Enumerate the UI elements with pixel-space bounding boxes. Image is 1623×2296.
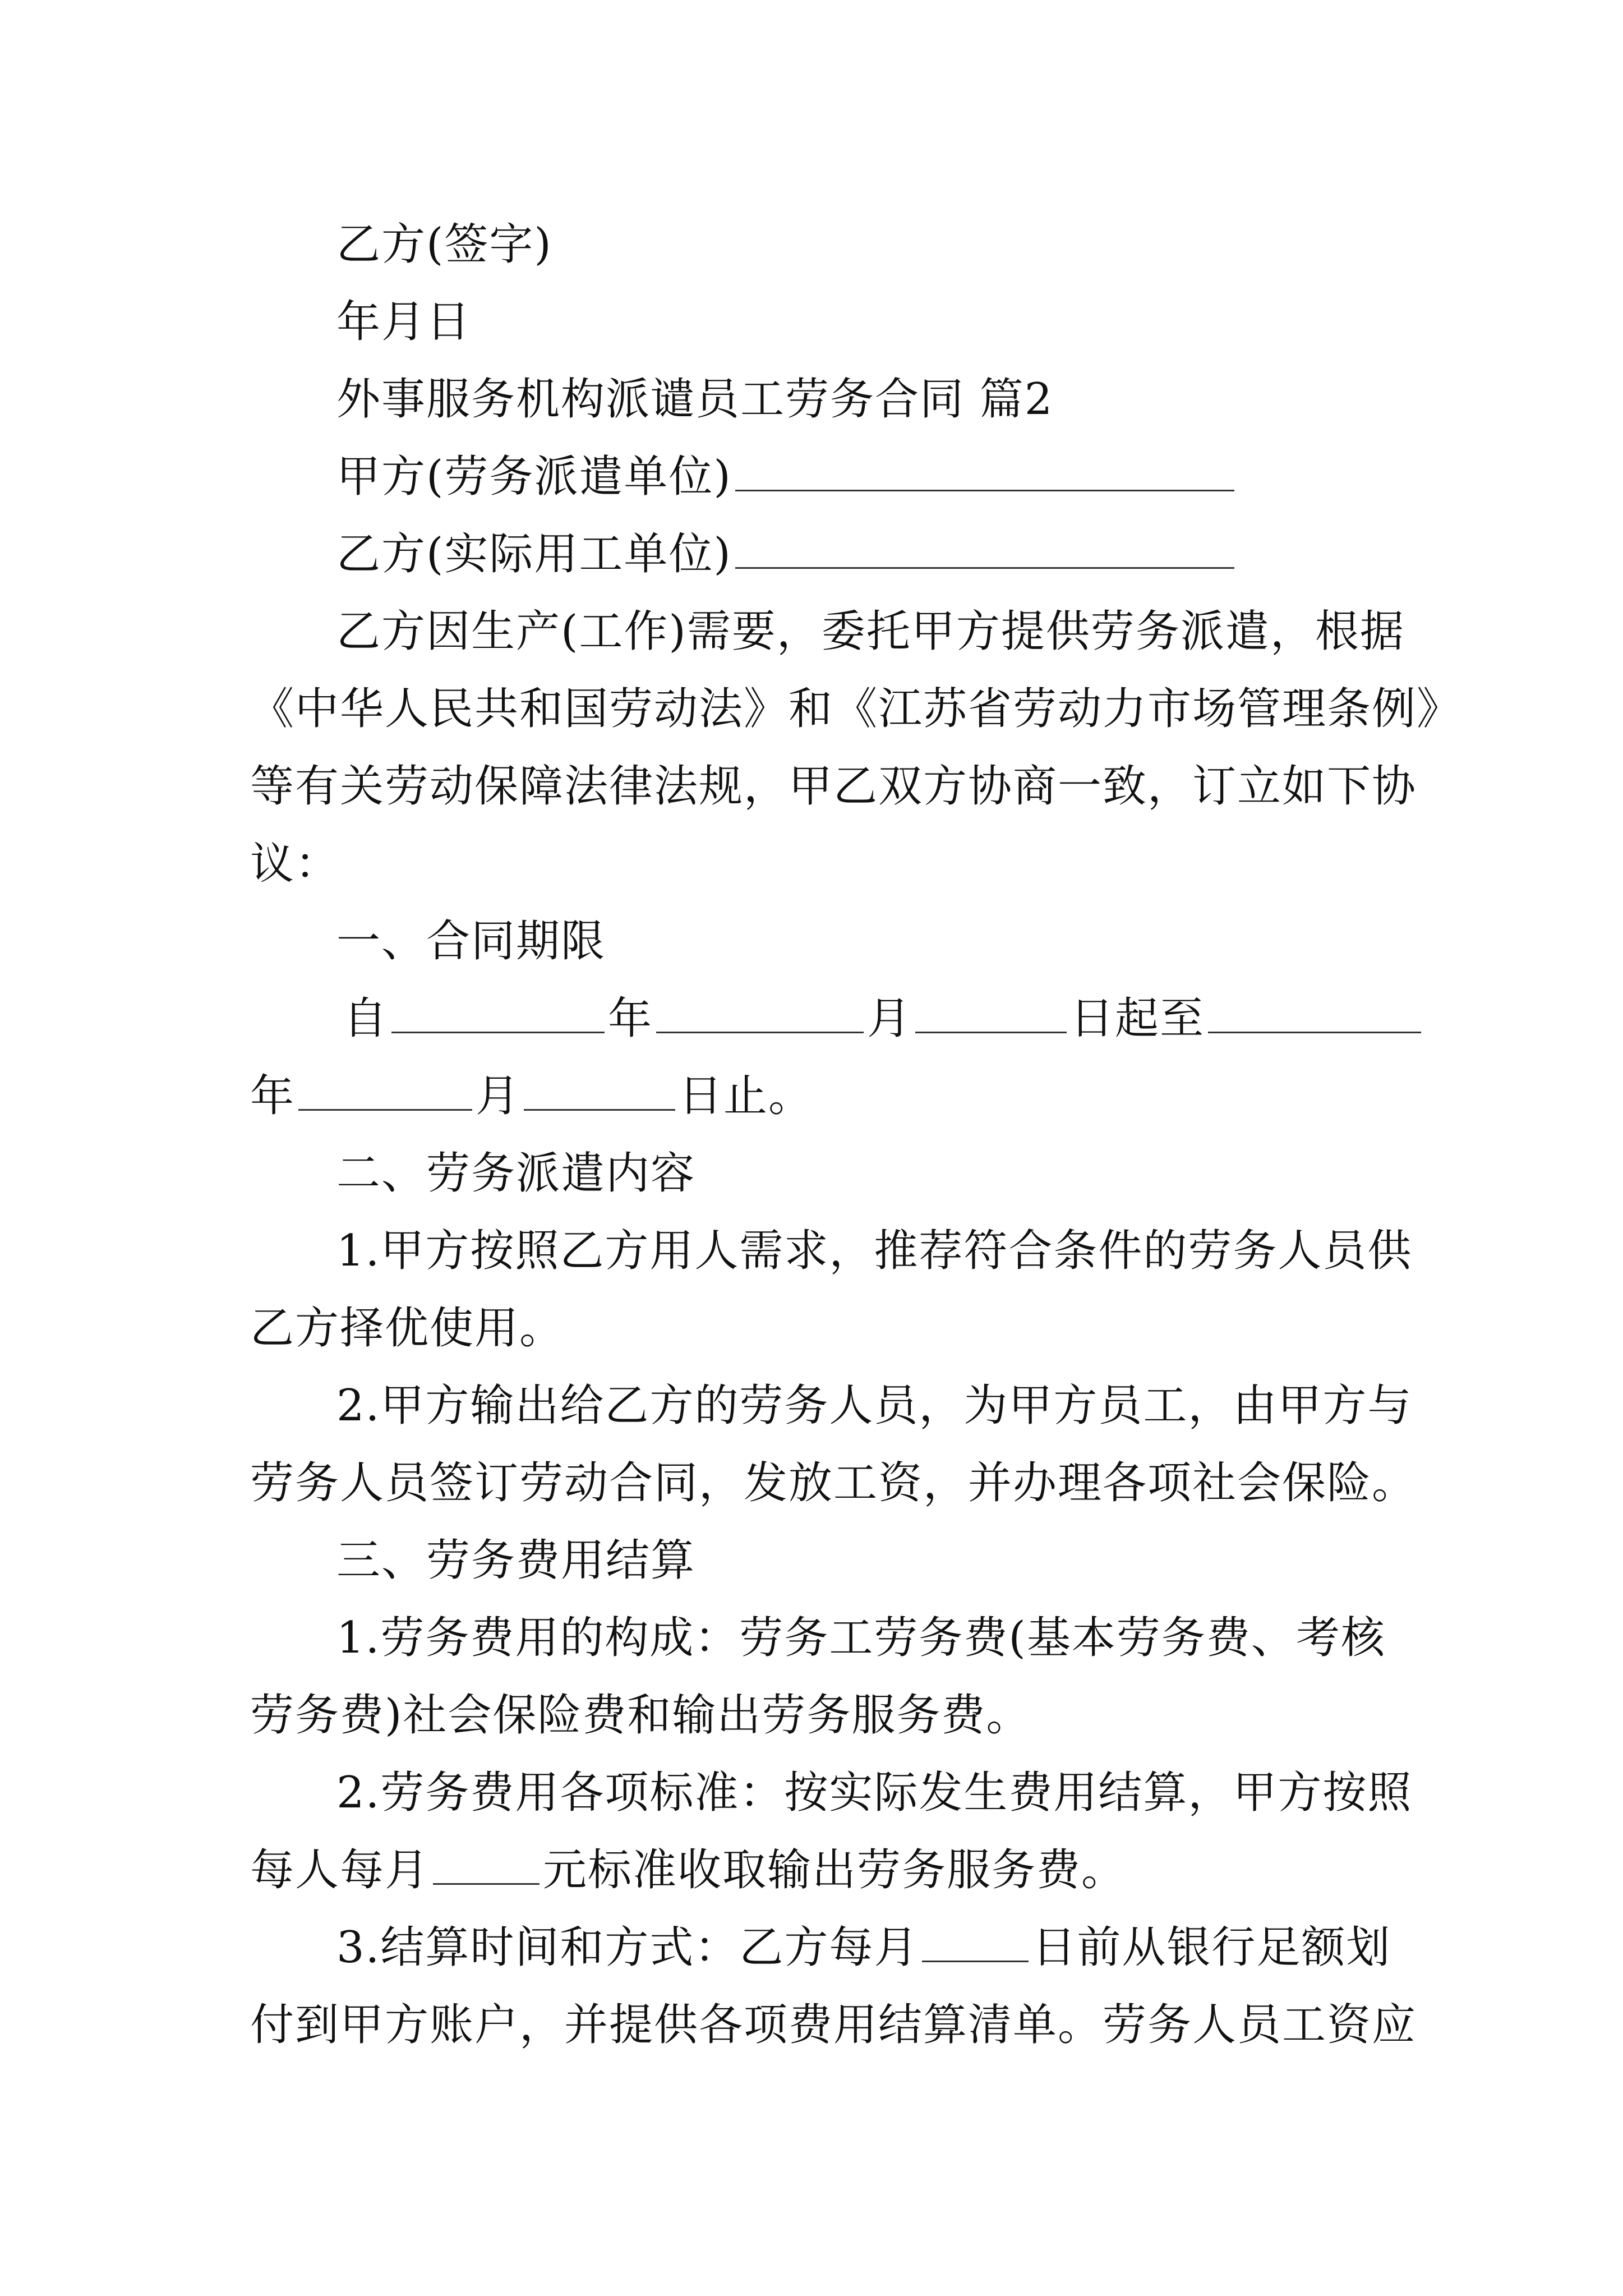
section-3-heading: 三、劳务费用结算: [336, 1535, 696, 1586]
preamble-line-3: 等有关劳动保障法律法规，甲乙双方协商一致，订立如下协: [250, 761, 1417, 812]
term-from-label: 自: [343, 993, 389, 1044]
party-a-blank[interactable]: [735, 450, 1234, 491]
item-3-1-line-2: 劳务费)社会保险费和输出劳务服务费。: [250, 1690, 1031, 1741]
item-3-2-line-1: 2.劳务费用各项标准：按实际发生费用结算，甲方按照: [336, 1768, 1413, 1818]
term-line-1: [343, 979, 1424, 1058]
item-3-3-line-2: 付到甲方账户，并提供各项费用结算清单。劳务人员工资应: [250, 2000, 1417, 2050]
end-month-blank[interactable]: [298, 1070, 472, 1111]
party-b-blank[interactable]: [735, 528, 1234, 569]
date-line: 年月日: [336, 297, 472, 347]
item-2-1-line-1: 1.甲方按照乙方用人需求，推荐符合条件的劳务人员供: [336, 1226, 1413, 1276]
party-b-label: 乙方(实际用工单位): [336, 529, 732, 579]
start-day-blank[interactable]: [915, 992, 1067, 1033]
item-2-2-line-1: 2.甲方输出给乙方的劳务人员，为甲方员工，由甲方与: [336, 1381, 1413, 1431]
term-line-2: [250, 1057, 813, 1135]
start-year-blank[interactable]: [391, 992, 605, 1033]
term-day-to-label: 日起至: [1070, 993, 1205, 1044]
term-end-day-label: 日止。: [679, 1071, 814, 1121]
fee-standard-label: 元标准收取输出劳务服务费。: [543, 1845, 1127, 1895]
party-b-line: [336, 515, 1238, 593]
party-a-label: 甲方(劳务派遣单位): [336, 452, 732, 502]
section-1-heading: 一、合同期限: [336, 916, 606, 967]
signature-line-party-b: 乙方(签字): [336, 219, 552, 270]
term-year-label: 年: [608, 993, 653, 1044]
term-month-label: 月: [867, 993, 912, 1044]
preamble-line-2: 《中华人民共和国劳动法》和《江苏省劳动力市场管理条例》: [250, 684, 1462, 734]
service-fee-blank[interactable]: [433, 1844, 540, 1885]
fee-per-person-label: 每人每月: [250, 1845, 430, 1895]
term-end-year-label: 年: [250, 1071, 296, 1121]
settlement-time-label: 3.结算时间和方式：乙方每月: [336, 1922, 919, 1973]
settlement-day-blank[interactable]: [922, 1921, 1029, 1962]
settlement-bank-label: 日前从银行足额划: [1032, 1922, 1391, 1973]
item-3-2-line-2: [250, 1831, 1126, 1910]
party-a-line: [336, 438, 1238, 516]
contract-title: 外事服务机构派谴员工劳务合同 篇2: [336, 374, 1054, 425]
term-end-month-label: 月: [476, 1071, 521, 1121]
preamble-line-4: 议：: [250, 839, 340, 889]
item-2-2-line-2: 劳务人员签订劳动合同，发放工资，并办理各项社会保险。: [250, 1458, 1417, 1508]
section-2-heading: 二、劳务派遣内容: [336, 1148, 696, 1199]
end-day-blank[interactable]: [524, 1070, 675, 1111]
preamble-line-1: 乙方因生产(工作)需要，委托甲方提供劳务派遣，根据: [336, 606, 1405, 657]
item-3-1-line-1: 1.劳务费用的构成：劳务工劳务费(基本劳务费、考核: [336, 1613, 1386, 1663]
end-year-blank[interactable]: [1208, 992, 1421, 1033]
item-2-1-line-2: 乙方择优使用。: [250, 1303, 565, 1354]
start-month-blank[interactable]: [656, 992, 864, 1033]
item-3-3-line-1: [336, 1908, 1391, 1987]
